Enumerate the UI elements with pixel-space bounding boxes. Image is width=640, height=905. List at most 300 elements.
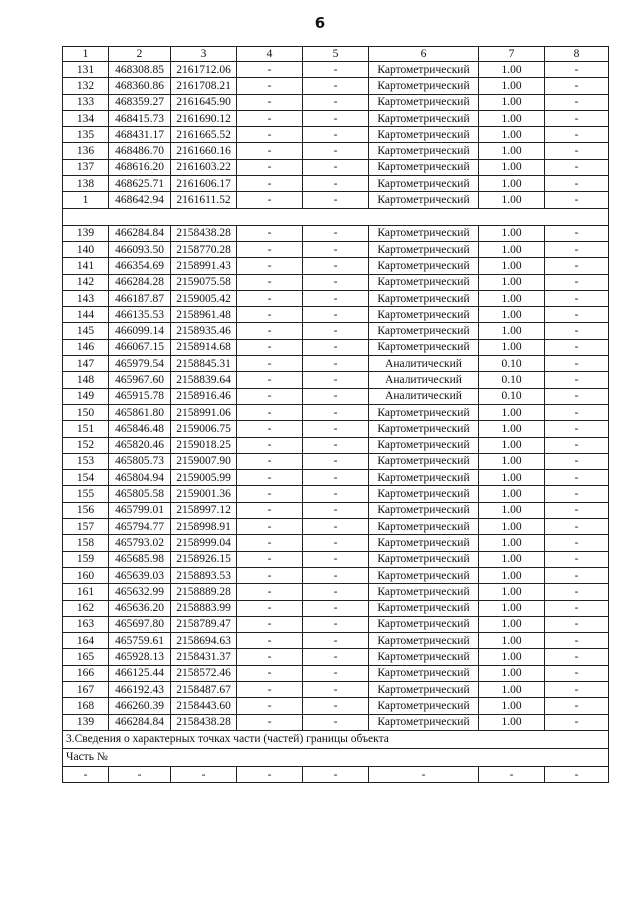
table-cell: - [237, 290, 303, 306]
table-cell: - [303, 437, 369, 453]
table-cell: - [479, 766, 545, 782]
table-cell: 2158889.28 [171, 584, 237, 600]
table-cell: 466260.39 [109, 698, 171, 714]
table-cell: 158 [63, 535, 109, 551]
table-cell: 164 [63, 633, 109, 649]
table-cell: Аналитический [369, 372, 479, 388]
table-cell: - [545, 502, 609, 518]
table-row [63, 225, 609, 241]
table-cell: 1.00 [479, 681, 545, 697]
table-cell: - [303, 567, 369, 583]
table-cell: 465685.98 [109, 551, 171, 567]
table-row [63, 681, 609, 697]
table-cell: 1.00 [479, 437, 545, 453]
table-cell: - [237, 192, 303, 208]
table-cell: - [237, 535, 303, 551]
table-cell: 1.00 [479, 339, 545, 355]
table-cell: Картометрический [369, 110, 479, 126]
table-cell: 468642.94 [109, 192, 171, 208]
section-title-text: 3.Сведения о характерных точках части (частей) границы объекта [63, 730, 609, 748]
table-cell: 2159018.25 [171, 437, 237, 453]
table-cell: 2158694.63 [171, 633, 237, 649]
table-cell: - [237, 78, 303, 94]
table-cell: 1.00 [479, 584, 545, 600]
table-cell: 2158770.28 [171, 241, 237, 257]
table-row [63, 356, 609, 372]
table-cell: - [303, 307, 369, 323]
table-cell: 148 [63, 372, 109, 388]
table-cell: 1.00 [479, 241, 545, 257]
table-cell: 465759.61 [109, 633, 171, 649]
table-cell: 465632.99 [109, 584, 171, 600]
table-cell: - [303, 258, 369, 274]
table-row [63, 665, 609, 681]
table-cell: - [237, 766, 303, 782]
table-cell: - [303, 143, 369, 159]
part-label-text: Часть № [63, 748, 609, 766]
table-row [63, 258, 609, 274]
table-row [63, 698, 609, 714]
table-cell: - [545, 78, 609, 94]
table-cell: 2158431.37 [171, 649, 237, 665]
table-cell: 146 [63, 339, 109, 355]
table-cell: - [545, 714, 609, 730]
table-cell: 1.00 [479, 290, 545, 306]
table-cell: - [303, 404, 369, 420]
table-cell: 1.00 [479, 616, 545, 632]
table-cell: - [237, 258, 303, 274]
table-cell: 466125.44 [109, 665, 171, 681]
table-cell: Картометрический [369, 62, 479, 78]
table-cell: - [303, 535, 369, 551]
table-cell: 465804.94 [109, 470, 171, 486]
table-cell: Аналитический [369, 388, 479, 404]
table-cell: Картометрический [369, 584, 479, 600]
table-cell: - [303, 225, 369, 241]
table-row [63, 323, 609, 339]
table-cell: 140 [63, 241, 109, 257]
table-cell: - [303, 519, 369, 535]
table-cell: - [545, 323, 609, 339]
table-cell: 166 [63, 665, 109, 681]
table-cell: - [237, 176, 303, 192]
table-cell: 2158443.60 [171, 698, 237, 714]
table-cell: 466284.84 [109, 714, 171, 730]
table-cell: - [237, 307, 303, 323]
table-cell: Картометрический [369, 94, 479, 110]
empty-row [63, 766, 609, 782]
table-cell: Картометрический [369, 502, 479, 518]
table-cell: - [237, 110, 303, 126]
table-cell: - [303, 62, 369, 78]
table-cell: 1.00 [479, 143, 545, 159]
table-cell: 1.00 [479, 714, 545, 730]
table-cell: 150 [63, 404, 109, 420]
table-cell: 163 [63, 616, 109, 632]
table-cell: - [171, 766, 237, 782]
table-cell: 468415.73 [109, 110, 171, 126]
table-cell: 1.00 [479, 633, 545, 649]
table-row [63, 649, 609, 665]
table-cell: 1.00 [479, 486, 545, 502]
table-row [63, 470, 609, 486]
table-row [63, 307, 609, 323]
table-cell: Картометрический [369, 519, 479, 535]
table-cell: 1.00 [479, 258, 545, 274]
table-cell: 466099.14 [109, 323, 171, 339]
table-cell: 1.00 [479, 274, 545, 290]
table-cell: 145 [63, 323, 109, 339]
table-cell: - [545, 62, 609, 78]
table-cell: - [545, 404, 609, 420]
table-cell: 2158893.53 [171, 567, 237, 583]
table-cell: 465846.48 [109, 421, 171, 437]
table-cell: 2159006.75 [171, 421, 237, 437]
table-cell: 466284.84 [109, 225, 171, 241]
table-cell: 2161665.52 [171, 127, 237, 143]
table-cell: 2161660.16 [171, 143, 237, 159]
table-cell: - [545, 665, 609, 681]
table-cell: 466187.87 [109, 290, 171, 306]
table-cell: Картометрический [369, 535, 479, 551]
table-cell: 1.00 [479, 62, 545, 78]
table-cell: - [303, 110, 369, 126]
table-cell: 2161690.12 [171, 110, 237, 126]
table-cell: 6 [369, 47, 479, 62]
table-cell: - [545, 94, 609, 110]
table-cell: 1.00 [479, 421, 545, 437]
table-cell: 152 [63, 437, 109, 453]
table-cell: - [303, 616, 369, 632]
table-cell: 2159075.58 [171, 274, 237, 290]
table-cell: - [303, 78, 369, 94]
table-row [63, 421, 609, 437]
table-cell: 468486.70 [109, 143, 171, 159]
table-cell: 167 [63, 681, 109, 697]
table-cell: - [545, 290, 609, 306]
table-cell: - [237, 453, 303, 469]
table-cell: 3 [171, 47, 237, 62]
table-cell: - [303, 698, 369, 714]
table-cell: 468359.27 [109, 94, 171, 110]
table-row [63, 551, 609, 567]
table-cell: 466192.43 [109, 681, 171, 697]
table-cell: 2158487.67 [171, 681, 237, 697]
table-cell: 1 [63, 192, 109, 208]
table-cell: 1.00 [479, 404, 545, 420]
table-cell: 2158991.43 [171, 258, 237, 274]
table-cell: Картометрический [369, 616, 479, 632]
table-cell: Картометрический [369, 307, 479, 323]
table-cell: - [303, 421, 369, 437]
table-cell: 2 [109, 47, 171, 62]
table-cell: 151 [63, 421, 109, 437]
table-cell: - [545, 176, 609, 192]
table-cell: 1.00 [479, 551, 545, 567]
table-cell: - [237, 584, 303, 600]
table-cell: 161 [63, 584, 109, 600]
table-cell: - [237, 551, 303, 567]
table-cell: 1.00 [479, 225, 545, 241]
table-cell: - [237, 323, 303, 339]
table-cell: 465636.20 [109, 600, 171, 616]
table-cell: 1.00 [479, 502, 545, 518]
table-cell: - [237, 502, 303, 518]
table-cell: 2161603.22 [171, 159, 237, 175]
table-cell: - [237, 356, 303, 372]
table-cell: Картометрический [369, 698, 479, 714]
table-cell: 141 [63, 258, 109, 274]
table-cell: Картометрический [369, 192, 479, 208]
separator-row [63, 208, 609, 225]
table-cell: 4 [237, 47, 303, 62]
table-cell: 138 [63, 176, 109, 192]
table-cell: 0.10 [479, 388, 545, 404]
table-cell: - [303, 290, 369, 306]
table-cell: 1.00 [479, 519, 545, 535]
table-cell: - [303, 633, 369, 649]
table-cell: - [237, 388, 303, 404]
table-cell: Картометрический [369, 421, 479, 437]
table-row [63, 600, 609, 616]
table-cell: - [545, 421, 609, 437]
table-cell: 144 [63, 307, 109, 323]
table-cell: 468616.20 [109, 159, 171, 175]
table-cell: Картометрический [369, 404, 479, 420]
table-cell: - [237, 486, 303, 502]
table-cell: Картометрический [369, 225, 479, 241]
table-cell: 132 [63, 78, 109, 94]
table-cell: 0.10 [479, 372, 545, 388]
table-cell: - [545, 453, 609, 469]
table-cell: Картометрический [369, 600, 479, 616]
table-cell: - [237, 62, 303, 78]
page-number: 6 [314, 14, 326, 32]
table-row [63, 535, 609, 551]
table-cell: 2159007.90 [171, 453, 237, 469]
table-cell: - [303, 372, 369, 388]
table-cell: Картометрический [369, 78, 479, 94]
table-cell: 139 [63, 225, 109, 241]
table-cell: Картометрический [369, 649, 479, 665]
table-cell: - [303, 681, 369, 697]
table-cell: 2159001.36 [171, 486, 237, 502]
table-cell: Картометрический [369, 290, 479, 306]
table-cell: 1.00 [479, 159, 545, 175]
table-cell: 136 [63, 143, 109, 159]
table-cell: - [545, 766, 609, 782]
table-cell: Картометрический [369, 665, 479, 681]
table-cell: 131 [63, 62, 109, 78]
table-cell: - [237, 567, 303, 583]
table-cell: - [303, 94, 369, 110]
table-cell: - [237, 437, 303, 453]
table-cell: - [545, 551, 609, 567]
table-cell: - [237, 94, 303, 110]
table-cell: - [545, 437, 609, 453]
table-cell: Картометрический [369, 176, 479, 192]
table-cell: 1.00 [479, 600, 545, 616]
table-cell: 1.00 [479, 665, 545, 681]
table-cell: 465915.78 [109, 388, 171, 404]
table-cell: Картометрический [369, 437, 479, 453]
table-cell: 1.00 [479, 307, 545, 323]
table-cell: - [237, 421, 303, 437]
table-cell: - [545, 307, 609, 323]
table-cell: 2158789.47 [171, 616, 237, 632]
table-cell: - [237, 600, 303, 616]
table-cell: - [545, 535, 609, 551]
part-label [63, 748, 609, 766]
table-cell: 465793.02 [109, 535, 171, 551]
table-cell: 2159005.42 [171, 290, 237, 306]
table-cell: - [545, 225, 609, 241]
table-cell: 2161645.90 [171, 94, 237, 110]
table-cell: - [237, 633, 303, 649]
table-row [63, 502, 609, 518]
table-cell: - [545, 143, 609, 159]
table-cell: 1.00 [479, 453, 545, 469]
table-cell: - [237, 339, 303, 355]
table-cell: 156 [63, 502, 109, 518]
table-cell: - [545, 633, 609, 649]
table-cell: - [545, 616, 609, 632]
table-cell: 465794.77 [109, 519, 171, 535]
table-cell: - [237, 616, 303, 632]
section-title [63, 730, 609, 748]
table-cell: 2158845.31 [171, 356, 237, 372]
table-cell: 466284.28 [109, 274, 171, 290]
table-cell: 1.00 [479, 535, 545, 551]
table-cell: 147 [63, 356, 109, 372]
table-cell: - [237, 649, 303, 665]
table-cell: - [303, 584, 369, 600]
table-cell: - [303, 551, 369, 567]
table-cell: - [303, 766, 369, 782]
table-cell: 466067.15 [109, 339, 171, 355]
table-cell: - [545, 519, 609, 535]
table-cell: 1.00 [479, 78, 545, 94]
table-cell: 2158961.48 [171, 307, 237, 323]
table-cell: 1 [63, 47, 109, 62]
table-cell: - [63, 766, 109, 782]
table-cell: 1.00 [479, 323, 545, 339]
table-cell: Картометрический [369, 258, 479, 274]
table-cell: 162 [63, 600, 109, 616]
table-cell: Картометрический [369, 551, 479, 567]
table-cell: 1.00 [479, 94, 545, 110]
table-cell: 155 [63, 486, 109, 502]
table-cell: - [545, 258, 609, 274]
table-cell: 465805.73 [109, 453, 171, 469]
table-row [63, 437, 609, 453]
table-row [63, 94, 609, 110]
table-cell: 2158438.28 [171, 714, 237, 730]
table-row [63, 453, 609, 469]
table-cell: 2161708.21 [171, 78, 237, 94]
table-cell: 468308.85 [109, 62, 171, 78]
table-cell: - [303, 486, 369, 502]
table-cell: - [303, 339, 369, 355]
table-cell: Картометрический [369, 274, 479, 290]
table-cell: 1.00 [479, 698, 545, 714]
table-cell: 2161606.17 [171, 176, 237, 192]
table-row [63, 159, 609, 175]
table-cell: Картометрический [369, 470, 479, 486]
table-cell: 1.00 [479, 176, 545, 192]
table-cell: 1.00 [479, 567, 545, 583]
table-cell: - [109, 766, 171, 782]
table-cell: 7 [479, 47, 545, 62]
table-cell: - [545, 681, 609, 697]
table-cell: - [237, 127, 303, 143]
table-cell: - [237, 159, 303, 175]
table-cell: 2158438.28 [171, 225, 237, 241]
separator-row-text [63, 208, 609, 225]
table-cell: 142 [63, 274, 109, 290]
table-cell: - [237, 241, 303, 257]
table-cell: - [303, 241, 369, 257]
table-cell: 135 [63, 127, 109, 143]
table-row [63, 633, 609, 649]
table-cell: 1.00 [479, 127, 545, 143]
table-row [63, 110, 609, 126]
table-row [63, 241, 609, 257]
table-cell: - [303, 470, 369, 486]
table-row [63, 616, 609, 632]
table-row [63, 62, 609, 78]
table-cell: - [303, 127, 369, 143]
table-cell: 465639.03 [109, 567, 171, 583]
table-cell: - [545, 649, 609, 665]
table-row [63, 78, 609, 94]
table-cell: - [237, 225, 303, 241]
table-cell: 2158572.46 [171, 665, 237, 681]
table-cell: 1.00 [479, 192, 545, 208]
table-cell: 2159005.99 [171, 470, 237, 486]
table-cell: - [303, 649, 369, 665]
table-cell: 159 [63, 551, 109, 567]
table-cell: 2158914.68 [171, 339, 237, 355]
table-cell: 468625.71 [109, 176, 171, 192]
table-cell: - [237, 274, 303, 290]
table-row [63, 192, 609, 208]
table-cell: 468431.17 [109, 127, 171, 143]
table-cell: - [545, 110, 609, 126]
table-cell: 153 [63, 453, 109, 469]
table-row [63, 404, 609, 420]
table-cell: 157 [63, 519, 109, 535]
table-cell: - [545, 192, 609, 208]
table-cell: 465820.46 [109, 437, 171, 453]
table-cell: - [237, 143, 303, 159]
table-row [63, 584, 609, 600]
table-row [63, 519, 609, 535]
table-cell: 2158997.12 [171, 502, 237, 518]
table-cell: - [369, 766, 479, 782]
table-cell: Картометрический [369, 567, 479, 583]
table-cell: 465799.01 [109, 502, 171, 518]
table-cell: 466354.69 [109, 258, 171, 274]
table-row [63, 339, 609, 355]
table-cell: 2158926.15 [171, 551, 237, 567]
table-cell: 2158883.99 [171, 600, 237, 616]
table-cell: - [545, 339, 609, 355]
table-cell: 465861.80 [109, 404, 171, 420]
table-row [63, 388, 609, 404]
table-cell: - [545, 356, 609, 372]
table-cell: - [545, 241, 609, 257]
